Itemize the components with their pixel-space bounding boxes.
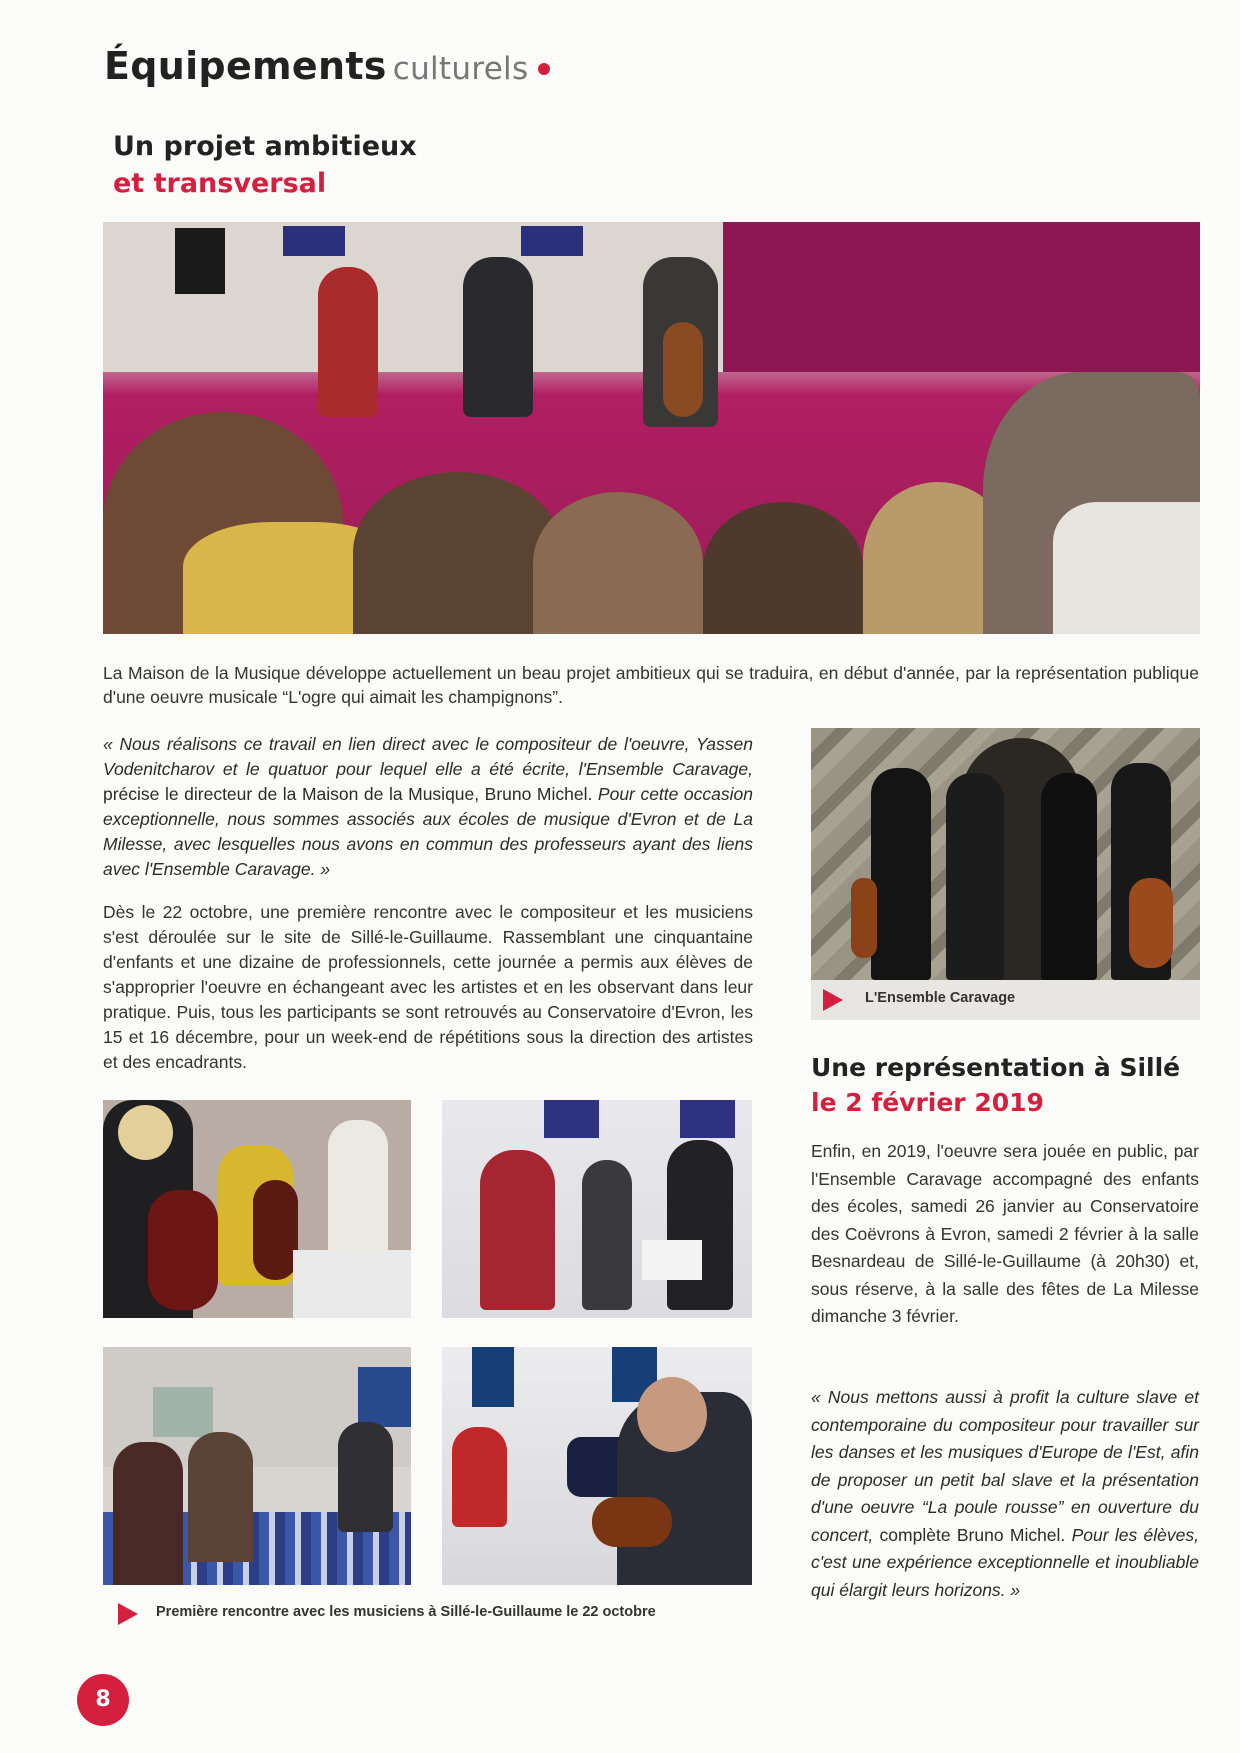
quote-bruno-part-2: Pour les élèves, c'est une expérience exceptionnelle et inoubliable qui élargit leurs horizons. » (811, 1524, 1199, 1600)
lead-paragraph: La Maison de la Musique développe actuellement un beau projet ambitieux qui se traduira, en début d'année, par la représentation publique d'une oeuvre musicale “L'ogre qui aimait les champignons”. (103, 663, 1199, 707)
article-headline (113, 128, 417, 202)
section-title-bold: Équipements (104, 44, 387, 88)
section-title (104, 44, 550, 88)
quote-directeur-part-1: « Nous réalisons ce travail en lien direct avec le compositeur de l'oeuvre, Yassen Vodenitcharov et le quatuor pour lequel elle a été écrite, l'Ensemble Caravage, (103, 734, 753, 779)
main-concert-photo (103, 222, 1200, 634)
caption-ensemble-text: L'Ensemble Caravage (865, 990, 1016, 1006)
representation-heading-line-2: le 2 février 2019 (811, 1088, 1044, 1117)
play-triangle-icon (118, 1603, 138, 1625)
body-paragraph-representation: Enfin, en 2019, l'oeuvre sera jouée en public, par l'Ensemble Caravage accompagné des enfants des écoles, samedi 26 janvier au Conservatoire des Coëvrons à Evron, samedi 2 février à la salle Besnardeau de Sillé-le-Guillaume (à 20h30) et, sous réserve, à la salle des fêtes de La Milesse dimanche 3 février. (811, 1141, 1199, 1326)
workshop-photo-2 (442, 1100, 752, 1318)
quote-bruno-michel (811, 1384, 1199, 1604)
workshop-photo-1 (103, 1100, 411, 1318)
red-dot-icon (538, 63, 550, 75)
headline-line-1: Un projet ambitieux (113, 131, 417, 162)
representation-heading-line-1: Une représentation à Sillé (811, 1053, 1181, 1082)
quote-bruno-attribution: complète Bruno Michel. (873, 1524, 1072, 1545)
caption-rencontre-text: Première rencontre avec les musiciens à Sillé-le-Guillaume le 22 octobre (156, 1604, 656, 1620)
caption-ensemble-caravage (811, 980, 1200, 1020)
section-title-light: culturels (392, 51, 529, 87)
quote-directeur-attribution: précise le directeur de la Maison de la Musique, Bruno Michel. (103, 784, 598, 804)
body-paragraph-rencontre: Dès le 22 octobre, une première rencontre avec le compositeur et les musiciens s'est déroulée sur le site de Sillé-le-Guillaume. Rassemblant une cinquantaine d'enfants et une dizaine de professionnels, cette journée a permis aux élèves de s'approprier l'oeuvre en échangeant avec les artistes et en les observant dans leur pratique. Puis, tous les participants se sont retrouvés au Conservatoire d'Evron, les 15 et 16 décembre, pour un week-end de répétitions sous la direction des artistes et des encadrants. (103, 902, 753, 1072)
quote-directeur (103, 732, 753, 882)
page-number-badge: 8 (77, 1674, 129, 1726)
quote-bruno-part-1: « Nous mettons aussi à profit la culture slave et contemporaine du compositeur pour travailler sur les danses et les musiques d'Europe de l'Est, afin de proposer un petit bal slave et la présentation d'une oeuvre “La poule rousse” en ouverture du concert, (811, 1387, 1199, 1545)
quote-directeur-part-2: Pour cette occasion exceptionnelle, nous sommes associés aux écoles de musique d'Evron et de La Milesse, avec lesquelles nous avons en commun des professeurs ayant des liens avec l'Ensemble Caravage. » (103, 784, 753, 879)
play-triangle-icon (823, 989, 843, 1011)
section-representation-heading (811, 1050, 1180, 1120)
workshop-photo-4 (442, 1347, 752, 1585)
ensemble-caravage-photo (811, 728, 1200, 980)
caption-premiere-rencontre (118, 1601, 758, 1627)
headline-line-2: et transversal (113, 168, 327, 199)
workshop-photo-3 (103, 1347, 411, 1585)
